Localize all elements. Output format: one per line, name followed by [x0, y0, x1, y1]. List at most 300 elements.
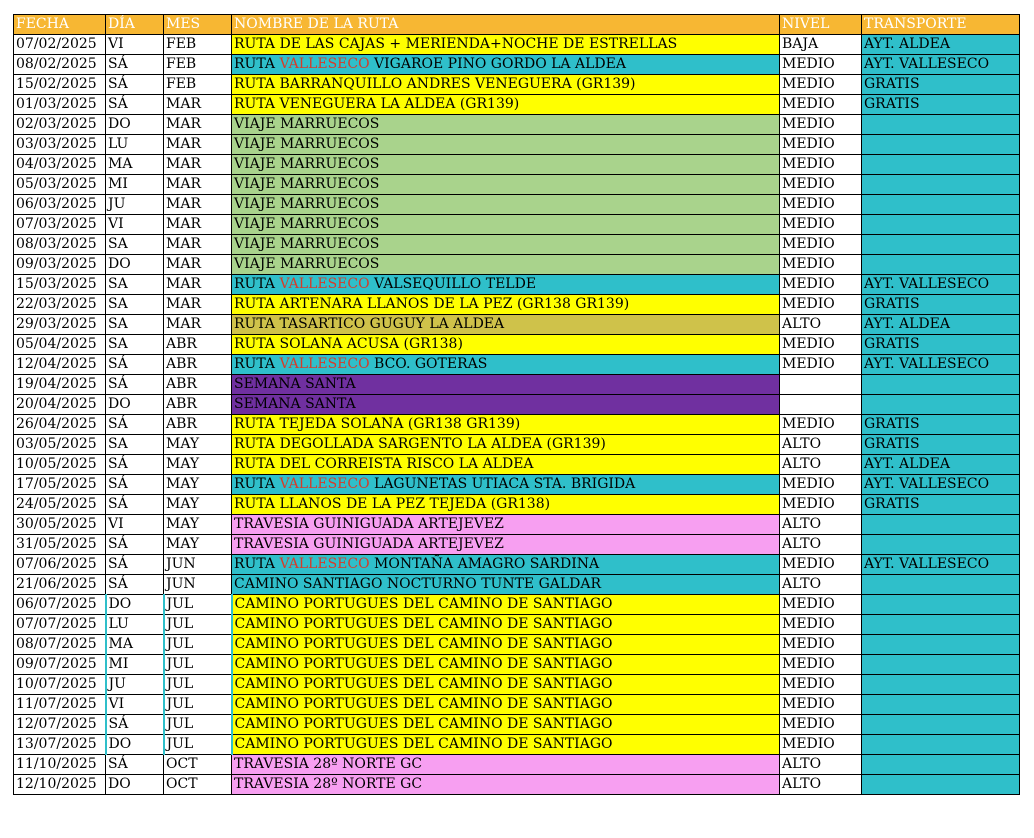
- cell-dia[interactable]: SÁ: [106, 455, 164, 475]
- ruta-text: TRAVESIA GUINIGUADA ARTEJEVEZ: [234, 536, 504, 552]
- cell-transporte[interactable]: [862, 375, 1020, 395]
- cell-dia[interactable]: SÁ: [106, 415, 164, 435]
- cell-fecha[interactable]: 06/03/2025: [14, 195, 106, 215]
- cell-nivel[interactable]: MEDIO: [780, 715, 862, 735]
- cell-mes[interactable]: OCT: [164, 755, 232, 775]
- table-row: [14, 555, 1020, 575]
- cell-nombre-ruta[interactable]: [232, 135, 780, 155]
- cell-transporte[interactable]: [862, 735, 1020, 755]
- cell-transporte[interactable]: [862, 755, 1020, 775]
- cell-nombre-ruta[interactable]: [232, 55, 780, 75]
- ruta-text: TRAVESIA 28º NORTE GC: [234, 756, 423, 772]
- ruta-text: RUTA: [234, 276, 280, 292]
- cell-transporte[interactable]: AYT. VALLESECO: [862, 275, 1020, 295]
- cell-fecha[interactable]: 17/05/2025: [14, 475, 106, 495]
- cell-fecha[interactable]: 29/03/2025: [14, 315, 106, 335]
- cell-dia[interactable]: MA: [106, 155, 164, 175]
- cell-fecha[interactable]: 11/07/2025: [14, 695, 106, 715]
- cell-nivel[interactable]: MEDIO: [780, 555, 862, 575]
- cell-nivel[interactable]: MEDIO: [780, 595, 862, 615]
- cell-dia[interactable]: SÁ: [106, 555, 164, 575]
- cell-dia[interactable]: MA: [106, 635, 164, 655]
- ruta-text: RUTA SOLANA ACUSA (GR138): [234, 336, 463, 352]
- cell-nombre-ruta[interactable]: [232, 275, 780, 295]
- ruta-text: CAMINO PORTUGUES DEL CAMINO DE SANTIAGO: [234, 696, 613, 712]
- cell-fecha[interactable]: 15/02/2025: [14, 75, 106, 95]
- cell-mes[interactable]: MAR: [164, 135, 232, 155]
- cell-nombre-ruta[interactable]: [232, 435, 780, 455]
- cell-transporte[interactable]: AYT. ALDEA: [862, 315, 1020, 335]
- cell-nivel[interactable]: ALTO: [780, 455, 862, 475]
- cell-mes[interactable]: JUL: [164, 735, 232, 755]
- cell-fecha[interactable]: 06/07/2025: [14, 595, 106, 615]
- header-mes[interactable]: MES: [164, 15, 232, 35]
- cell-nombre-ruta[interactable]: [232, 355, 780, 375]
- cell-mes[interactable]: MAR: [164, 295, 232, 315]
- cell-dia[interactable]: SÁ: [106, 95, 164, 115]
- cell-transporte[interactable]: GRATIS: [862, 495, 1020, 515]
- cell-nivel[interactable]: ALTO: [780, 515, 862, 535]
- ruta-text: VIAJE MARRUECOS: [234, 136, 380, 152]
- cell-fecha[interactable]: 24/05/2025: [14, 495, 106, 515]
- cell-nivel[interactable]: MEDIO: [780, 275, 862, 295]
- ruta-text: RUTA DE LAS CAJAS + MERIENDA+NOCHE DE ESTRELLAS: [234, 36, 678, 52]
- cell-nombre-ruta[interactable]: [232, 115, 780, 135]
- cell-dia[interactable]: SÁ: [106, 715, 164, 735]
- cell-transporte[interactable]: [862, 235, 1020, 255]
- cell-dia[interactable]: LU: [106, 135, 164, 155]
- cell-nivel[interactable]: ALTO: [780, 535, 862, 555]
- cell-nombre-ruta[interactable]: [232, 635, 780, 655]
- ruta-text: RUTA DEL CORREISTA RISCO LA ALDEA: [234, 456, 534, 472]
- cell-transporte[interactable]: [862, 195, 1020, 215]
- cell-dia[interactable]: SÁ: [106, 375, 164, 395]
- cell-nombre-ruta[interactable]: [232, 475, 780, 495]
- table-row: [14, 415, 1020, 435]
- cell-transporte[interactable]: [862, 615, 1020, 635]
- cell-dia[interactable]: SÁ: [106, 475, 164, 495]
- cell-dia[interactable]: DO: [106, 595, 164, 615]
- ruta-highlight: VALLESECO: [279, 356, 370, 372]
- header-fecha[interactable]: FECHA: [14, 15, 106, 35]
- table-row: [14, 515, 1020, 535]
- cell-dia[interactable]: SÁ: [106, 575, 164, 595]
- cell-fecha[interactable]: 12/07/2025: [14, 715, 106, 735]
- cell-dia[interactable]: SÁ: [106, 355, 164, 375]
- cell-dia[interactable]: SA: [106, 335, 164, 355]
- cell-nombre-ruta[interactable]: [232, 715, 780, 735]
- cell-mes[interactable]: JUL: [164, 675, 232, 695]
- cell-nombre-ruta[interactable]: [232, 595, 780, 615]
- cell-dia[interactable]: MI: [106, 175, 164, 195]
- ruta-text: VIAJE MARRUECOS: [234, 116, 380, 132]
- cell-nombre-ruta[interactable]: [232, 775, 780, 795]
- cell-fecha[interactable]: 08/03/2025: [14, 235, 106, 255]
- cell-nombre-ruta[interactable]: [232, 535, 780, 555]
- cell-nombre-ruta[interactable]: [232, 335, 780, 355]
- cell-transporte[interactable]: [862, 535, 1020, 555]
- cell-dia[interactable]: SÁ: [106, 495, 164, 515]
- ruta-text: TRAVESIA GUINIGUADA ARTEJEVEZ: [234, 516, 504, 532]
- ruta-text: VIAJE MARRUECOS: [234, 196, 380, 212]
- cell-nivel[interactable]: MEDIO: [780, 495, 862, 515]
- cell-nivel[interactable]: BAJA: [780, 35, 862, 55]
- cell-dia[interactable]: DO: [106, 775, 164, 795]
- table-row: [14, 475, 1020, 495]
- cell-nombre-ruta[interactable]: [232, 495, 780, 515]
- cell-nombre-ruta[interactable]: [232, 675, 780, 695]
- cell-transporte[interactable]: [862, 675, 1020, 695]
- cell-fecha[interactable]: 12/10/2025: [14, 775, 106, 795]
- cell-mes[interactable]: JUN: [164, 555, 232, 575]
- cell-nivel[interactable]: MEDIO: [780, 55, 862, 75]
- cell-transporte[interactable]: [862, 155, 1020, 175]
- cell-dia[interactable]: VI: [106, 35, 164, 55]
- cell-mes[interactable]: FEB: [164, 55, 232, 75]
- cell-nivel[interactable]: MEDIO: [780, 255, 862, 275]
- ruta-text-rest: MONTAÑA AMAGRO SARDINA: [369, 556, 600, 572]
- cell-mes[interactable]: MAR: [164, 255, 232, 275]
- cell-mes[interactable]: JUL: [164, 695, 232, 715]
- cell-transporte[interactable]: [862, 635, 1020, 655]
- cell-mes[interactable]: ABR: [164, 335, 232, 355]
- table-row: [14, 375, 1020, 395]
- cell-transporte[interactable]: [862, 515, 1020, 535]
- header-transporte[interactable]: TRANSPORTE: [862, 15, 1020, 35]
- cell-nombre-ruta[interactable]: [232, 655, 780, 675]
- cell-dia[interactable]: SÁ: [106, 755, 164, 775]
- cell-transporte[interactable]: [862, 715, 1020, 735]
- cell-fecha[interactable]: 12/04/2025: [14, 355, 106, 375]
- cell-nivel[interactable]: MEDIO: [780, 155, 862, 175]
- cell-nivel[interactable]: MEDIO: [780, 175, 862, 195]
- header-nivel[interactable]: NIVEL: [780, 15, 862, 35]
- cell-mes[interactable]: MAR: [164, 175, 232, 195]
- cell-dia[interactable]: SA: [106, 295, 164, 315]
- ruta-text: TRAVESIA 28º NORTE GC: [234, 776, 423, 792]
- cell-dia[interactable]: MI: [106, 655, 164, 675]
- cell-mes[interactable]: ABR: [164, 375, 232, 395]
- cell-fecha[interactable]: 30/05/2025: [14, 515, 106, 535]
- cell-transporte[interactable]: [862, 775, 1020, 795]
- cell-nivel[interactable]: MEDIO: [780, 635, 862, 655]
- cell-transporte[interactable]: AYT. ALDEA: [862, 455, 1020, 475]
- cell-nivel[interactable]: [780, 375, 862, 395]
- table-row: [14, 175, 1020, 195]
- cell-transporte[interactable]: GRATIS: [862, 435, 1020, 455]
- cell-fecha[interactable]: 05/03/2025: [14, 175, 106, 195]
- ruta-text: SEMANA SANTA: [234, 396, 356, 412]
- cell-fecha[interactable]: 19/04/2025: [14, 375, 106, 395]
- ruta-text: RUTA BARRANQUILLO ANDRES VENEGUERA (GR139): [234, 76, 636, 92]
- routes-table: [13, 14, 1020, 795]
- cell-mes[interactable]: JUL: [164, 595, 232, 615]
- cell-nombre-ruta[interactable]: [232, 175, 780, 195]
- cell-nombre-ruta[interactable]: [232, 755, 780, 775]
- cell-nombre-ruta[interactable]: [232, 615, 780, 635]
- cell-mes[interactable]: JUL: [164, 615, 232, 635]
- cell-fecha[interactable]: 10/07/2025: [14, 675, 106, 695]
- cell-nombre-ruta[interactable]: [232, 75, 780, 95]
- cell-nivel[interactable]: MEDIO: [780, 235, 862, 255]
- header-nombre-ruta[interactable]: NOMBRE DE LA RUTA: [232, 15, 780, 35]
- ruta-text: CAMINO PORTUGUES DEL CAMINO DE SANTIAGO: [234, 636, 613, 652]
- cell-nivel[interactable]: MEDIO: [780, 475, 862, 495]
- ruta-text: RUTA: [234, 356, 280, 372]
- cell-fecha[interactable]: 13/07/2025: [14, 735, 106, 755]
- cell-mes[interactable]: MAR: [164, 235, 232, 255]
- table-row: [14, 435, 1020, 455]
- cell-fecha[interactable]: 01/03/2025: [14, 95, 106, 115]
- table-row: [14, 75, 1020, 95]
- table-row: [14, 535, 1020, 555]
- cell-transporte[interactable]: GRATIS: [862, 95, 1020, 115]
- cell-nombre-ruta[interactable]: [232, 735, 780, 755]
- cell-mes[interactable]: MAY: [164, 475, 232, 495]
- cell-nivel[interactable]: MEDIO: [780, 355, 862, 375]
- cell-fecha[interactable]: 03/05/2025: [14, 435, 106, 455]
- cell-mes[interactable]: JUL: [164, 655, 232, 675]
- cell-dia[interactable]: DO: [106, 115, 164, 135]
- cell-nombre-ruta[interactable]: [232, 155, 780, 175]
- cell-transporte[interactable]: GRATIS: [862, 335, 1020, 355]
- cell-nivel[interactable]: MEDIO: [780, 295, 862, 315]
- cell-mes[interactable]: JUN: [164, 575, 232, 595]
- ruta-text: CAMINO PORTUGUES DEL CAMINO DE SANTIAGO: [234, 716, 613, 732]
- cell-dia[interactable]: VI: [106, 515, 164, 535]
- cell-fecha[interactable]: 07/06/2025: [14, 555, 106, 575]
- cell-nombre-ruta[interactable]: [232, 575, 780, 595]
- cell-nombre-ruta[interactable]: [232, 555, 780, 575]
- cell-fecha[interactable]: 10/05/2025: [14, 455, 106, 475]
- cell-fecha[interactable]: 09/03/2025: [14, 255, 106, 275]
- ruta-highlight: VALLESECO: [279, 476, 370, 492]
- cell-dia[interactable]: SA: [106, 275, 164, 295]
- cell-mes[interactable]: ABR: [164, 355, 232, 375]
- cell-nombre-ruta[interactable]: [232, 395, 780, 415]
- cell-nivel[interactable]: MEDIO: [780, 735, 862, 755]
- table-row: [14, 775, 1020, 795]
- ruta-text: CAMINO SANTIAGO NOCTURNO TUNTE GALDAR: [234, 576, 602, 592]
- cell-mes[interactable]: MAR: [164, 115, 232, 135]
- cell-dia[interactable]: JU: [106, 675, 164, 695]
- cell-nivel[interactable]: MEDIO: [780, 615, 862, 635]
- cell-nombre-ruta[interactable]: [232, 515, 780, 535]
- ruta-highlight: VALLESECO: [279, 276, 370, 292]
- cell-nivel[interactable]: MEDIO: [780, 95, 862, 115]
- cell-transporte[interactable]: AYT. ALDEA: [862, 35, 1020, 55]
- cell-transporte[interactable]: [862, 695, 1020, 715]
- cell-mes[interactable]: MAR: [164, 195, 232, 215]
- table-row: [14, 575, 1020, 595]
- ruta-text: CAMINO PORTUGUES DEL CAMINO DE SANTIAGO: [234, 596, 613, 612]
- cell-nivel[interactable]: ALTO: [780, 435, 862, 455]
- cell-fecha[interactable]: 22/03/2025: [14, 295, 106, 315]
- cell-dia[interactable]: SÁ: [106, 75, 164, 95]
- cell-mes[interactable]: MAY: [164, 495, 232, 515]
- cell-mes[interactable]: ABR: [164, 415, 232, 435]
- cell-fecha[interactable]: 07/03/2025: [14, 215, 106, 235]
- cell-transporte[interactable]: [862, 655, 1020, 675]
- cell-mes[interactable]: FEB: [164, 75, 232, 95]
- cell-nivel[interactable]: MEDIO: [780, 215, 862, 235]
- cell-nivel[interactable]: MEDIO: [780, 75, 862, 95]
- header-row: [14, 15, 1020, 35]
- cell-nivel[interactable]: ALTO: [780, 775, 862, 795]
- cell-mes[interactable]: MAR: [164, 315, 232, 335]
- table-row: [14, 295, 1020, 315]
- cell-mes[interactable]: MAY: [164, 455, 232, 475]
- cell-mes[interactable]: MAY: [164, 515, 232, 535]
- header-dia[interactable]: DÍA: [106, 15, 164, 35]
- cell-transporte[interactable]: [862, 595, 1020, 615]
- cell-nombre-ruta[interactable]: [232, 35, 780, 55]
- cell-nombre-ruta[interactable]: [232, 95, 780, 115]
- cell-transporte[interactable]: [862, 115, 1020, 135]
- cell-nombre-ruta[interactable]: [232, 215, 780, 235]
- cell-nivel[interactable]: MEDIO: [780, 415, 862, 435]
- cell-dia[interactable]: DO: [106, 395, 164, 415]
- cell-dia[interactable]: SA: [106, 435, 164, 455]
- cell-fecha[interactable]: 31/05/2025: [14, 535, 106, 555]
- cell-dia[interactable]: DO: [106, 735, 164, 755]
- cell-transporte[interactable]: [862, 135, 1020, 155]
- cell-nivel[interactable]: ALTO: [780, 315, 862, 335]
- cell-nivel[interactable]: MEDIO: [780, 675, 862, 695]
- cell-fecha[interactable]: 07/07/2025: [14, 615, 106, 635]
- cell-dia[interactable]: VI: [106, 215, 164, 235]
- cell-fecha[interactable]: 21/06/2025: [14, 575, 106, 595]
- cell-fecha[interactable]: 20/04/2025: [14, 395, 106, 415]
- cell-nivel[interactable]: MEDIO: [780, 135, 862, 155]
- table-body: [14, 35, 1020, 795]
- cell-dia[interactable]: SÁ: [106, 535, 164, 555]
- cell-mes[interactable]: MAY: [164, 435, 232, 455]
- ruta-text-rest: VALSEQUILLO TELDE: [369, 276, 537, 292]
- cell-transporte[interactable]: AYT. VALLESECO: [862, 475, 1020, 495]
- cell-fecha[interactable]: 04/03/2025: [14, 155, 106, 175]
- table-row: [14, 195, 1020, 215]
- table-row: [14, 55, 1020, 75]
- cell-transporte[interactable]: [862, 175, 1020, 195]
- ruta-text-rest: VIGAROE PINO GORDO LA ALDEA: [369, 56, 626, 72]
- ruta-highlight: VALLESECO: [279, 556, 370, 572]
- ruta-text: RUTA VENEGUERA LA ALDEA (GR139): [234, 96, 520, 112]
- cell-nombre-ruta[interactable]: [232, 695, 780, 715]
- cell-transporte[interactable]: AYT. VALLESECO: [862, 555, 1020, 575]
- cell-mes[interactable]: MAR: [164, 155, 232, 175]
- cell-nombre-ruta[interactable]: [232, 415, 780, 435]
- ruta-text: VIAJE MARRUECOS: [234, 156, 380, 172]
- cell-dia[interactable]: LU: [106, 615, 164, 635]
- cell-nombre-ruta[interactable]: [232, 375, 780, 395]
- ruta-text-rest: LAGUNETAS UTIACA STA. BRIGIDA: [369, 476, 636, 492]
- cell-transporte[interactable]: GRATIS: [862, 75, 1020, 95]
- cell-nombre-ruta[interactable]: [232, 195, 780, 215]
- cell-mes[interactable]: MAY: [164, 535, 232, 555]
- cell-fecha[interactable]: 15/03/2025: [14, 275, 106, 295]
- ruta-highlight: VALLESECO: [279, 56, 370, 72]
- table-row: [14, 635, 1020, 655]
- ruta-text: VIAJE MARRUECOS: [234, 236, 380, 252]
- cell-dia[interactable]: SA: [106, 235, 164, 255]
- cell-fecha[interactable]: 03/03/2025: [14, 135, 106, 155]
- cell-transporte[interactable]: [862, 395, 1020, 415]
- cell-nombre-ruta[interactable]: [232, 315, 780, 335]
- cell-nivel[interactable]: MEDIO: [780, 335, 862, 355]
- table-row: [14, 35, 1020, 55]
- cell-dia[interactable]: SÁ: [106, 55, 164, 75]
- cell-fecha[interactable]: 08/07/2025: [14, 635, 106, 655]
- cell-fecha[interactable]: 26/04/2025: [14, 415, 106, 435]
- ruta-text: CAMINO PORTUGUES DEL CAMINO DE SANTIAGO: [234, 656, 613, 672]
- cell-transporte[interactable]: AYT. VALLESECO: [862, 355, 1020, 375]
- table-row: [14, 595, 1020, 615]
- cell-mes[interactable]: JUL: [164, 635, 232, 655]
- cell-dia[interactable]: JU: [106, 195, 164, 215]
- cell-mes[interactable]: OCT: [164, 775, 232, 795]
- cell-nivel[interactable]: MEDIO: [780, 655, 862, 675]
- cell-nombre-ruta[interactable]: [232, 295, 780, 315]
- cell-transporte[interactable]: AYT. VALLESECO: [862, 55, 1020, 75]
- ruta-text: CAMINO PORTUGUES DEL CAMINO DE SANTIAGO: [234, 676, 613, 692]
- cell-transporte[interactable]: [862, 575, 1020, 595]
- cell-fecha[interactable]: 07/02/2025: [14, 35, 106, 55]
- cell-nivel[interactable]: [780, 395, 862, 415]
- cell-nivel[interactable]: MEDIO: [780, 695, 862, 715]
- cell-nombre-ruta[interactable]: [232, 455, 780, 475]
- cell-mes[interactable]: JUL: [164, 715, 232, 735]
- table-row: [14, 335, 1020, 355]
- ruta-text: CAMINO PORTUGUES DEL CAMINO DE SANTIAGO: [234, 736, 613, 752]
- cell-fecha[interactable]: 09/07/2025: [14, 655, 106, 675]
- cell-transporte[interactable]: GRATIS: [862, 415, 1020, 435]
- cell-transporte[interactable]: [862, 215, 1020, 235]
- cell-nivel[interactable]: MEDIO: [780, 195, 862, 215]
- cell-dia[interactable]: VI: [106, 695, 164, 715]
- table-row: [14, 215, 1020, 235]
- cell-nivel[interactable]: ALTO: [780, 755, 862, 775]
- cell-fecha[interactable]: 05/04/2025: [14, 335, 106, 355]
- ruta-text: RUTA: [234, 476, 280, 492]
- cell-nivel[interactable]: MEDIO: [780, 115, 862, 135]
- cell-fecha[interactable]: 11/10/2025: [14, 755, 106, 775]
- ruta-text: VIAJE MARRUECOS: [234, 256, 380, 272]
- table-row: [14, 675, 1020, 695]
- cell-nivel[interactable]: ALTO: [780, 575, 862, 595]
- cell-fecha[interactable]: 02/03/2025: [14, 115, 106, 135]
- cell-transporte[interactable]: GRATIS: [862, 295, 1020, 315]
- cell-mes[interactable]: MAR: [164, 95, 232, 115]
- cell-nombre-ruta[interactable]: [232, 255, 780, 275]
- table-row: [14, 235, 1020, 255]
- table-row: [14, 695, 1020, 715]
- cell-mes[interactable]: FEB: [164, 35, 232, 55]
- cell-nombre-ruta[interactable]: [232, 235, 780, 255]
- table-row: [14, 655, 1020, 675]
- cell-mes[interactable]: MAR: [164, 215, 232, 235]
- table-row: [14, 755, 1020, 775]
- cell-mes[interactable]: ABR: [164, 395, 232, 415]
- cell-mes[interactable]: MAR: [164, 275, 232, 295]
- cell-fecha[interactable]: 08/02/2025: [14, 55, 106, 75]
- cell-dia[interactable]: SA: [106, 315, 164, 335]
- cell-transporte[interactable]: [862, 255, 1020, 275]
- cell-dia[interactable]: DO: [106, 255, 164, 275]
- table-row: [14, 115, 1020, 135]
- table-row: [14, 135, 1020, 155]
- ruta-text: CAMINO PORTUGUES DEL CAMINO DE SANTIAGO: [234, 616, 613, 632]
